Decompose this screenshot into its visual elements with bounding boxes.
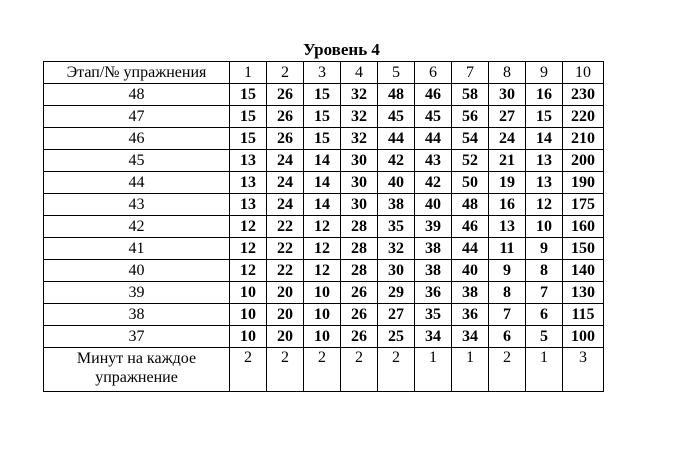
table-cell: 34 bbox=[415, 326, 452, 348]
table-cell: 36 bbox=[415, 282, 452, 304]
table-cell: 15 bbox=[304, 84, 341, 106]
table-cell: 14 bbox=[304, 194, 341, 216]
table-body bbox=[44, 84, 604, 348]
table-cell: 14 bbox=[304, 172, 341, 194]
table-cell: 20 bbox=[267, 304, 304, 326]
table-row bbox=[44, 282, 604, 304]
header-exercise: 10 bbox=[563, 62, 604, 84]
header-exercise: 7 bbox=[452, 62, 489, 84]
table-cell: 7 bbox=[526, 282, 563, 304]
table-cell: 38 bbox=[415, 260, 452, 282]
minutes-value: 1 bbox=[415, 348, 452, 392]
table-cell: 50 bbox=[452, 172, 489, 194]
stage-number: 41 bbox=[44, 238, 230, 260]
table-cell: 36 bbox=[452, 304, 489, 326]
table-cell: 200 bbox=[563, 150, 604, 172]
header-exercise: 2 bbox=[267, 62, 304, 84]
table-cell: 160 bbox=[563, 216, 604, 238]
table-cell: 5 bbox=[526, 326, 563, 348]
stage-number: 40 bbox=[44, 260, 230, 282]
table-cell: 230 bbox=[563, 84, 604, 106]
table-cell: 15 bbox=[304, 128, 341, 150]
table-cell: 13 bbox=[489, 216, 526, 238]
table-cell: 220 bbox=[563, 106, 604, 128]
minutes-value: 2 bbox=[267, 348, 304, 392]
table-cell: 13 bbox=[526, 150, 563, 172]
table-cell: 24 bbox=[267, 150, 304, 172]
footer-row bbox=[44, 348, 604, 392]
table-cell: 32 bbox=[341, 106, 378, 128]
table-cell: 15 bbox=[230, 84, 267, 106]
table-cell: 10 bbox=[304, 282, 341, 304]
table-cell: 48 bbox=[378, 84, 415, 106]
table-cell: 13 bbox=[230, 172, 267, 194]
table-cell: 20 bbox=[267, 326, 304, 348]
table-cell: 6 bbox=[526, 304, 563, 326]
table-cell: 115 bbox=[563, 304, 604, 326]
table-cell: 9 bbox=[489, 260, 526, 282]
table-row bbox=[44, 150, 604, 172]
table-cell: 42 bbox=[378, 150, 415, 172]
table-cell: 52 bbox=[452, 150, 489, 172]
table-cell: 12 bbox=[526, 194, 563, 216]
table-cell: 10 bbox=[230, 304, 267, 326]
table-cell: 130 bbox=[563, 282, 604, 304]
table-cell: 44 bbox=[452, 238, 489, 260]
table-cell: 10 bbox=[304, 326, 341, 348]
table-cell: 54 bbox=[452, 128, 489, 150]
table-cell: 43 bbox=[415, 150, 452, 172]
table-cell: 30 bbox=[489, 84, 526, 106]
table-cell: 12 bbox=[304, 260, 341, 282]
table-cell: 38 bbox=[452, 282, 489, 304]
stage-number: 44 bbox=[44, 172, 230, 194]
table-cell: 39 bbox=[415, 216, 452, 238]
table-cell: 140 bbox=[563, 260, 604, 282]
table-row bbox=[44, 216, 604, 238]
stage-number: 42 bbox=[44, 216, 230, 238]
table-cell: 13 bbox=[230, 150, 267, 172]
table-cell: 20 bbox=[267, 282, 304, 304]
table-cell: 32 bbox=[378, 238, 415, 260]
table-cell: 11 bbox=[489, 238, 526, 260]
table-cell: 48 bbox=[452, 194, 489, 216]
header-exercise: 8 bbox=[489, 62, 526, 84]
table-cell: 28 bbox=[341, 216, 378, 238]
table-cell: 46 bbox=[415, 84, 452, 106]
table-cell: 10 bbox=[230, 282, 267, 304]
stage-number: 45 bbox=[44, 150, 230, 172]
table-cell: 58 bbox=[452, 84, 489, 106]
table-cell: 13 bbox=[230, 194, 267, 216]
table-cell: 27 bbox=[489, 106, 526, 128]
minutes-value: 2 bbox=[378, 348, 415, 392]
table-cell: 22 bbox=[267, 216, 304, 238]
table-cell: 175 bbox=[563, 194, 604, 216]
table-cell: 24 bbox=[267, 194, 304, 216]
table-cell: 13 bbox=[526, 172, 563, 194]
table-cell: 14 bbox=[304, 150, 341, 172]
header-exercise: 9 bbox=[526, 62, 563, 84]
table-cell: 8 bbox=[526, 260, 563, 282]
table-cell: 26 bbox=[267, 84, 304, 106]
header-exercise: 6 bbox=[415, 62, 452, 84]
table-cell: 15 bbox=[230, 128, 267, 150]
table-cell: 12 bbox=[230, 216, 267, 238]
table-cell: 9 bbox=[526, 238, 563, 260]
table-row bbox=[44, 238, 604, 260]
header-exercise: 4 bbox=[341, 62, 378, 84]
table-row bbox=[44, 260, 604, 282]
table-cell: 38 bbox=[415, 238, 452, 260]
minutes-value: 3 bbox=[563, 348, 604, 392]
table-cell: 40 bbox=[452, 260, 489, 282]
table-cell: 19 bbox=[489, 172, 526, 194]
table-cell: 28 bbox=[341, 238, 378, 260]
table-cell: 26 bbox=[341, 282, 378, 304]
table-cell: 26 bbox=[341, 304, 378, 326]
table-cell: 25 bbox=[378, 326, 415, 348]
table-cell: 100 bbox=[563, 326, 604, 348]
table-cell: 14 bbox=[526, 128, 563, 150]
table-cell: 6 bbox=[489, 326, 526, 348]
table-cell: 24 bbox=[489, 128, 526, 150]
table-cell: 56 bbox=[452, 106, 489, 128]
table-cell: 34 bbox=[452, 326, 489, 348]
table-row bbox=[44, 326, 604, 348]
table-cell: 15 bbox=[304, 106, 341, 128]
minutes-value: 2 bbox=[489, 348, 526, 392]
table-cell: 26 bbox=[341, 326, 378, 348]
table-cell: 150 bbox=[563, 238, 604, 260]
table-cell: 46 bbox=[452, 216, 489, 238]
table-cell: 40 bbox=[378, 172, 415, 194]
table-cell: 12 bbox=[304, 238, 341, 260]
minutes-value: 2 bbox=[304, 348, 341, 392]
header-stage-label: Этап/№ упражнения bbox=[44, 62, 230, 84]
table-cell: 44 bbox=[415, 128, 452, 150]
minutes-label: Минут на каждое упражнение bbox=[44, 348, 230, 392]
header-exercise: 5 bbox=[378, 62, 415, 84]
table-row bbox=[44, 304, 604, 326]
table-cell: 38 bbox=[378, 194, 415, 216]
table-cell: 24 bbox=[267, 172, 304, 194]
table-cell: 12 bbox=[230, 238, 267, 260]
table-cell: 30 bbox=[341, 194, 378, 216]
table-cell: 30 bbox=[378, 260, 415, 282]
stage-number: 46 bbox=[44, 128, 230, 150]
table-cell: 16 bbox=[489, 194, 526, 216]
table-cell: 30 bbox=[341, 150, 378, 172]
table-cell: 29 bbox=[378, 282, 415, 304]
table-cell: 8 bbox=[489, 282, 526, 304]
table-cell: 190 bbox=[563, 172, 604, 194]
table-cell: 10 bbox=[230, 326, 267, 348]
table-cell: 12 bbox=[304, 216, 341, 238]
table-cell: 15 bbox=[526, 106, 563, 128]
table-cell: 26 bbox=[267, 106, 304, 128]
minutes-value: 1 bbox=[452, 348, 489, 392]
table-cell: 27 bbox=[378, 304, 415, 326]
table-cell: 22 bbox=[267, 260, 304, 282]
exercise-table bbox=[43, 61, 604, 392]
table-cell: 32 bbox=[341, 84, 378, 106]
table-cell: 35 bbox=[415, 304, 452, 326]
table-cell: 12 bbox=[230, 260, 267, 282]
header-row bbox=[44, 62, 604, 84]
table-cell: 21 bbox=[489, 150, 526, 172]
stage-number: 39 bbox=[44, 282, 230, 304]
table-cell: 32 bbox=[341, 128, 378, 150]
stage-number: 48 bbox=[44, 84, 230, 106]
stage-number: 47 bbox=[44, 106, 230, 128]
table-cell: 16 bbox=[526, 84, 563, 106]
page-title: Уровень 4 bbox=[303, 40, 380, 59]
header-exercise: 1 bbox=[230, 62, 267, 84]
table-row bbox=[44, 84, 604, 106]
table-cell: 26 bbox=[267, 128, 304, 150]
table-cell: 7 bbox=[489, 304, 526, 326]
table-cell: 40 bbox=[415, 194, 452, 216]
table-row bbox=[44, 172, 604, 194]
minutes-value: 2 bbox=[230, 348, 267, 392]
table-cell: 10 bbox=[526, 216, 563, 238]
table-cell: 210 bbox=[563, 128, 604, 150]
table-row bbox=[44, 194, 604, 216]
table-cell: 30 bbox=[341, 172, 378, 194]
minutes-value: 1 bbox=[526, 348, 563, 392]
header-exercise: 3 bbox=[304, 62, 341, 84]
table-cell: 28 bbox=[341, 260, 378, 282]
stage-number: 43 bbox=[44, 194, 230, 216]
stage-number: 38 bbox=[44, 304, 230, 326]
minutes-value: 2 bbox=[341, 348, 378, 392]
table-cell: 45 bbox=[415, 106, 452, 128]
table-cell: 10 bbox=[304, 304, 341, 326]
table-cell: 45 bbox=[378, 106, 415, 128]
table-row bbox=[44, 128, 604, 150]
table-cell: 15 bbox=[230, 106, 267, 128]
table-cell: 22 bbox=[267, 238, 304, 260]
stage-number: 37 bbox=[44, 326, 230, 348]
table-cell: 42 bbox=[415, 172, 452, 194]
table-row bbox=[44, 106, 604, 128]
table-cell: 35 bbox=[378, 216, 415, 238]
table-cell: 44 bbox=[378, 128, 415, 150]
